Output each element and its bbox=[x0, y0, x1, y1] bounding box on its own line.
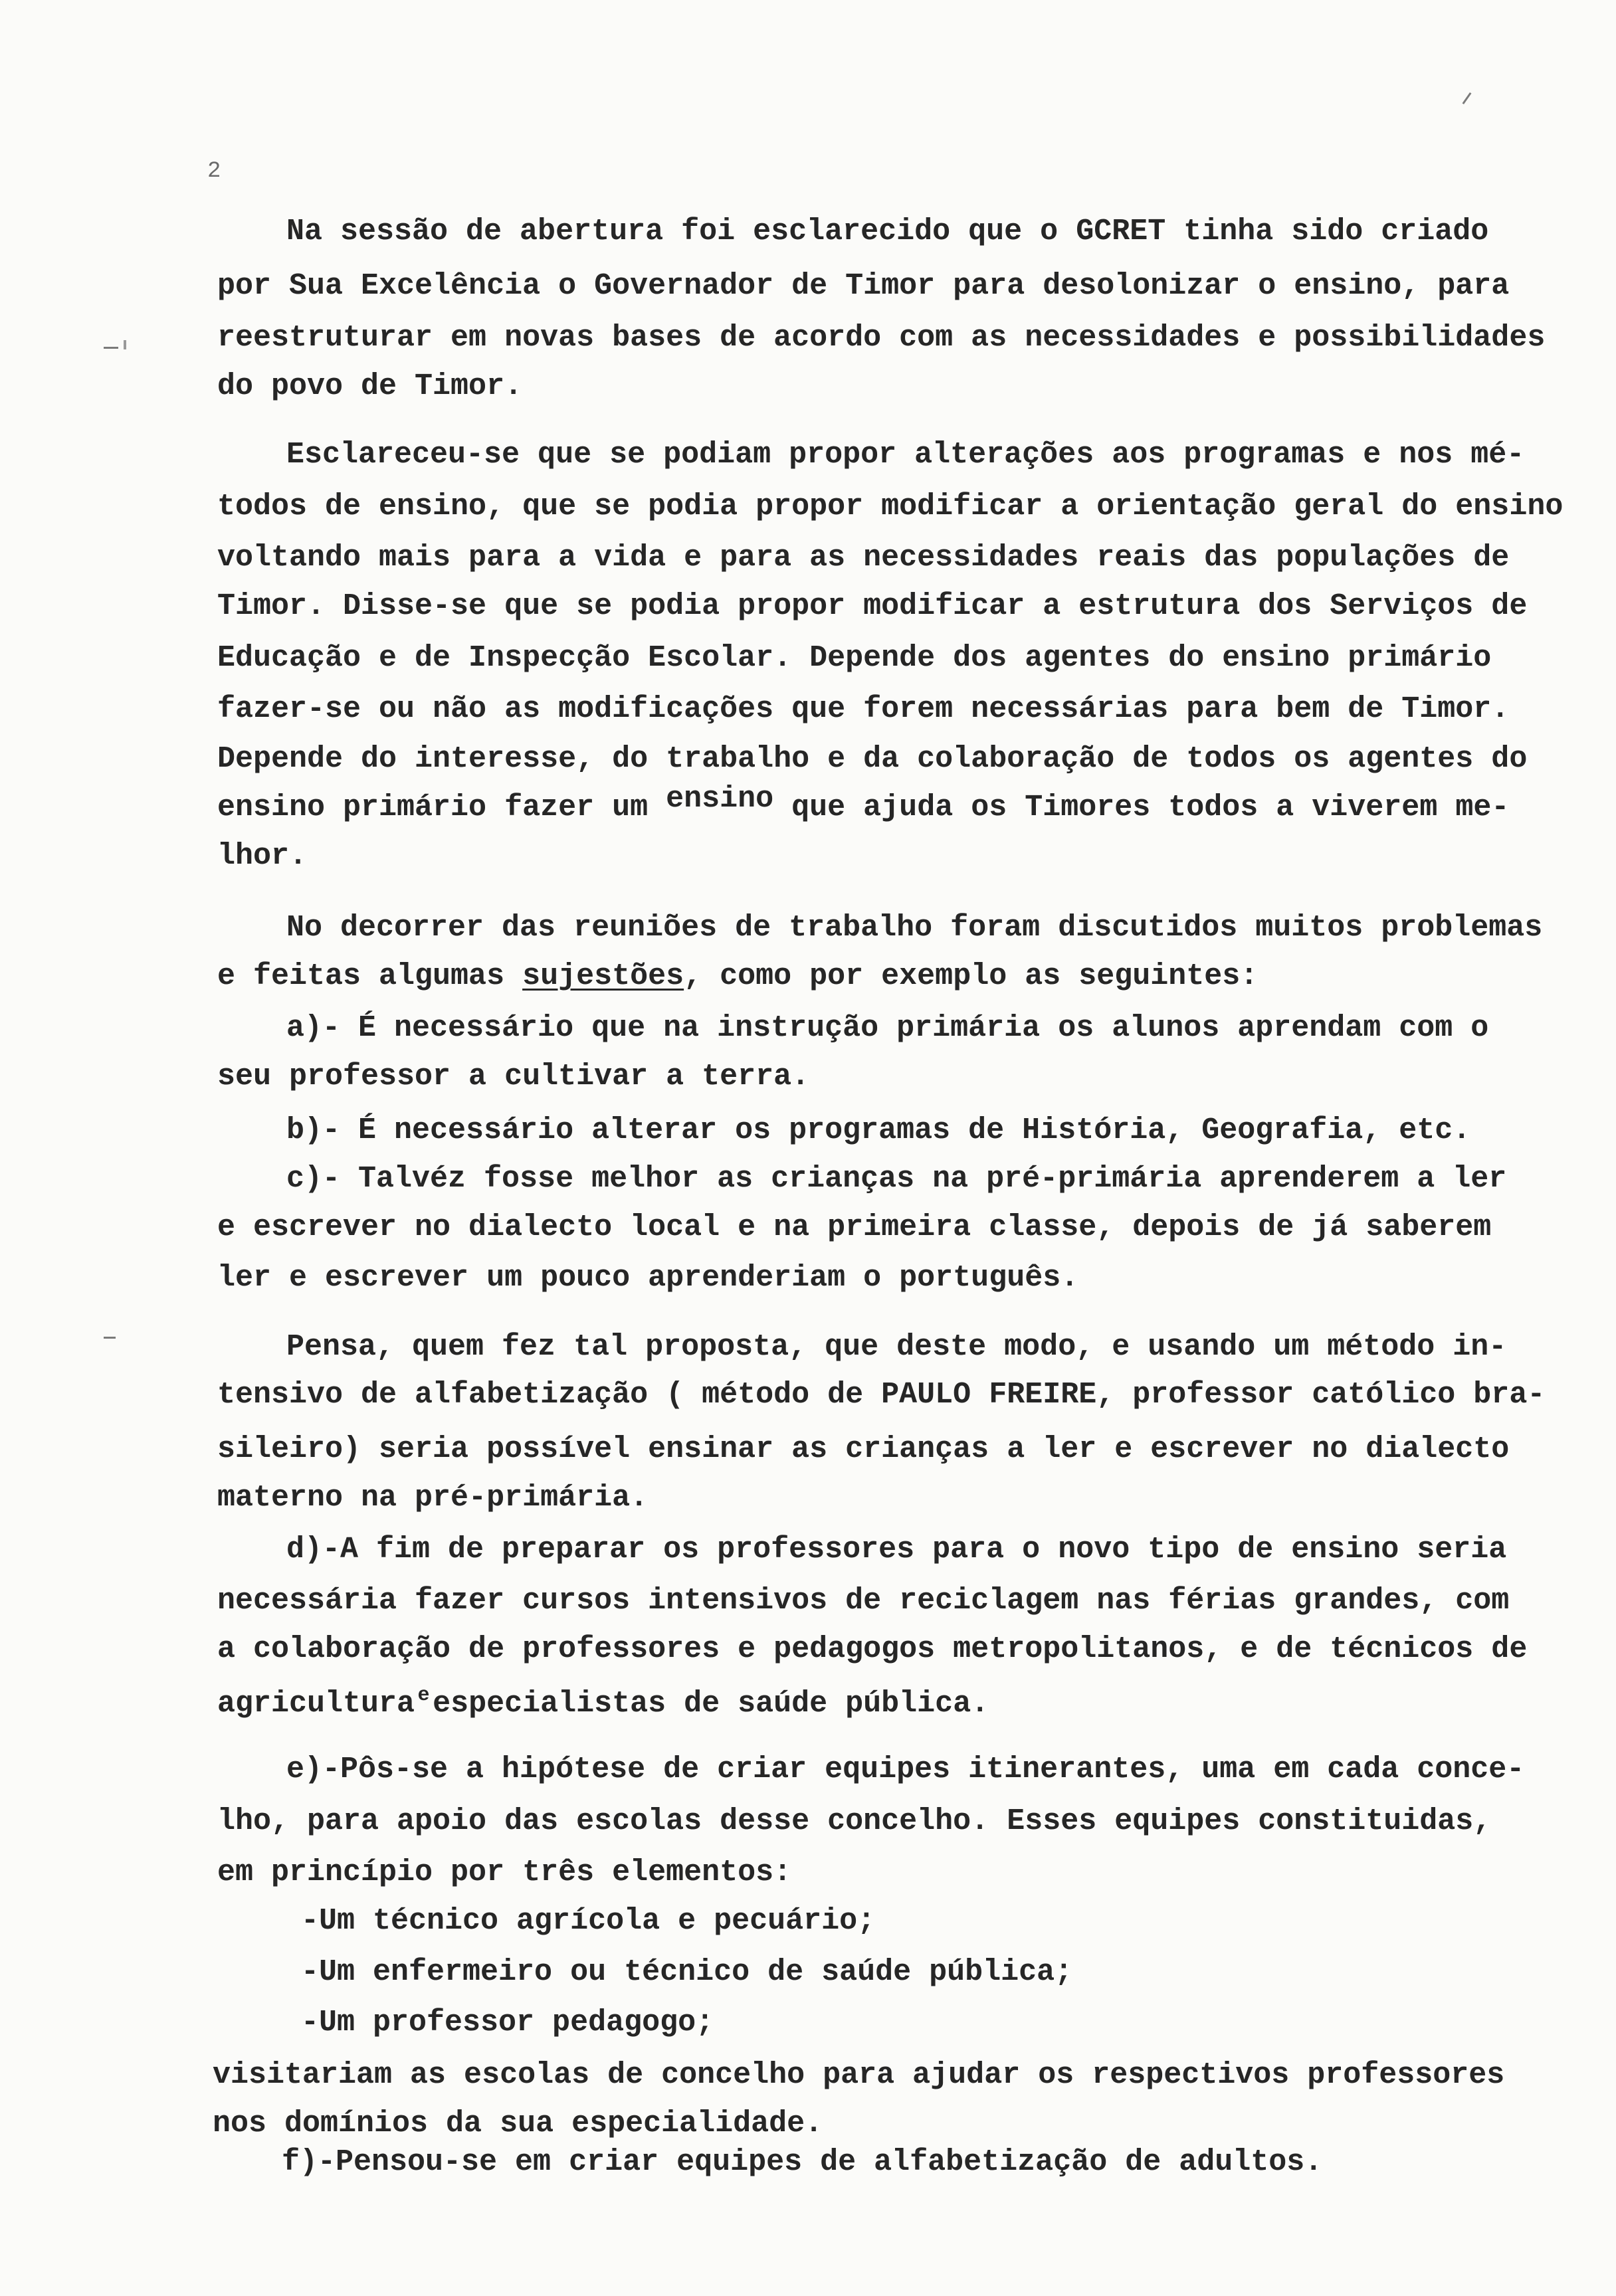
text-line: tensivo de alfabetização ( método de PAULO FREIRE, professor católico bra- bbox=[217, 1378, 1546, 1412]
list-item: -Um professor pedagogo; bbox=[301, 2006, 714, 2040]
ink-speck bbox=[104, 1337, 116, 1339]
text-line: reestruturar em novas bases de acordo com as necessidades e possibilidades bbox=[217, 321, 1546, 355]
text-line: voltando mais para a vida e para as necessidades reais das populações de bbox=[217, 541, 1510, 575]
list-item: -Um técnico agrícola e pecuário; bbox=[301, 1904, 876, 1938]
text-line: fazer-se ou não as modificações que forem necessárias para bem de Timor. bbox=[217, 692, 1510, 726]
text-line: f)-Pensou-se em criar equipes de alfabetização de adultos. bbox=[282, 2145, 1323, 2179]
text-line: sileiro) seria possível ensinar as crianças a ler e escrever no dialecto bbox=[217, 1432, 1510, 1466]
list-item: -Um enfermeiro ou técnico de saúde pública; bbox=[301, 1955, 1073, 1989]
text-line: e)-Pôs-se a hipótese de criar equipes itinerantes, uma em cada conce- bbox=[286, 1753, 1525, 1786]
underlined-word: sujestões bbox=[522, 959, 684, 993]
line-segment: e feitas algumas bbox=[217, 959, 523, 993]
text-line: a colaboração de professores e pedagogos metropolitanos, e de técnicos de bbox=[217, 1632, 1528, 1666]
line-segment: ensino primário fazer um bbox=[217, 791, 666, 824]
text-line: Depende do interesse, do trabalho e da colaboração de todos os agentes do bbox=[217, 742, 1528, 776]
superscript-letter: e bbox=[417, 1684, 430, 1707]
page-number: 2 bbox=[207, 159, 221, 184]
text-line: Timor. Disse-se que se podia propor modificar a estrutura dos Serviços de bbox=[217, 589, 1528, 623]
text-line: materno na pré-primária. bbox=[217, 1481, 649, 1515]
text-line: ler e escrever um pouco aprenderiam o português. bbox=[217, 1261, 1079, 1295]
text-line: por Sua Excelência o Governador de Timor para desolonizar o ensino, para bbox=[217, 269, 1510, 303]
text-line: lhor. bbox=[217, 839, 308, 873]
text-line: c)- Talvéz fosse melhor as crianças na pré-primária aprenderem a ler bbox=[286, 1162, 1507, 1196]
ink-speck bbox=[104, 347, 118, 349]
text-line: em princípio por três elementos: bbox=[217, 1856, 792, 1889]
line-segment: que ajuda os Timores todos a viverem me- bbox=[773, 791, 1510, 824]
text-line: Na sessão de abertura foi esclarecido que o GCRET tinha sido criado bbox=[286, 215, 1489, 248]
text-line: Esclareceu-se que se podiam propor alterações aos programas e nos mé- bbox=[286, 438, 1525, 472]
line-segment: , como por exemplo as seguintes: bbox=[684, 959, 1259, 993]
ink-speck bbox=[124, 340, 126, 349]
text-line: No decorrer das reuniões de trabalho foram discutidos muitos problemas bbox=[286, 911, 1543, 945]
line-segment: especialistas de saúde pública. bbox=[433, 1687, 989, 1721]
ink-speck bbox=[1463, 92, 1472, 104]
text-line: lho, para apoio das escolas desse concelho. Esses equipes constituidas, bbox=[217, 1804, 1492, 1838]
text-line: todos de ensino, que se podia propor modificar a orientação geral do ensino bbox=[217, 490, 1564, 524]
text-line: Pensa, quem fez tal proposta, que deste modo, e usando um método in- bbox=[286, 1330, 1507, 1364]
text-line bbox=[217, 1684, 989, 1723]
text-line bbox=[217, 960, 1258, 993]
text-line: do povo de Timor. bbox=[217, 369, 523, 403]
text-line: Educação e de Inspecção Escolar. Depende dos agentes do ensino primário bbox=[217, 641, 1492, 675]
text-line bbox=[217, 782, 1510, 824]
text-line: d)-A fim de preparar os professores para o novo tipo de ensino seria bbox=[286, 1533, 1507, 1567]
text-line: e escrever no dialecto local e na primeira classe, depois de já saberem bbox=[217, 1210, 1492, 1244]
text-line: nos domínios da sua especialidade. bbox=[213, 2107, 823, 2141]
text-line: visitariam as escolas de concelho para ajudar os respectivos professores bbox=[213, 2058, 1505, 2092]
text-line: b)- É necessário alterar os programas de História, Geografia, etc. bbox=[286, 1113, 1471, 1147]
text-line: a)- É necessário que na instrução primária os alunos aprendam com o bbox=[286, 1011, 1489, 1045]
line-segment: agricultura bbox=[217, 1687, 415, 1721]
text-line: seu professor a cultivar a terra. bbox=[217, 1060, 810, 1094]
raised-word: ensino bbox=[666, 782, 774, 816]
text-line: necessária fazer cursos intensivos de reciclagem nas férias grandes, com bbox=[217, 1584, 1510, 1618]
